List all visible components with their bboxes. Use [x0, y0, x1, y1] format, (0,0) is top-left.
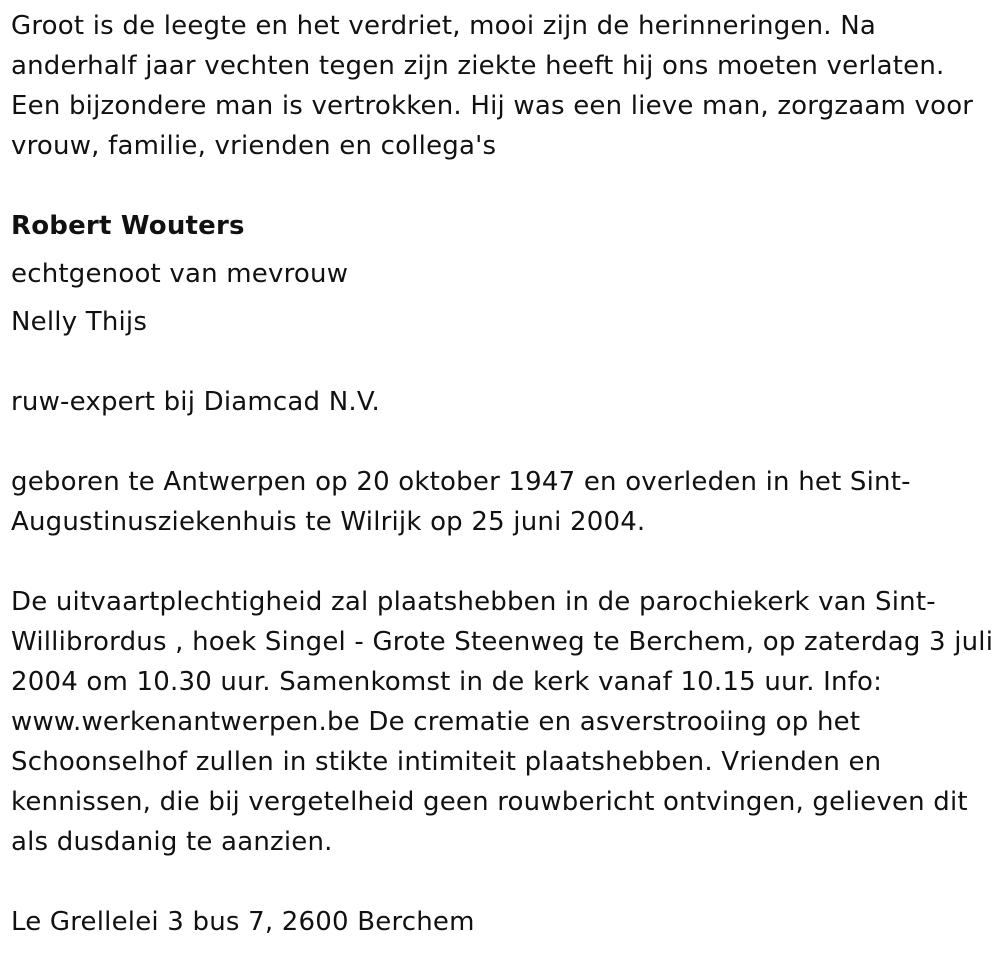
ceremony-details: De uitvaartplechtigheid zal plaatshebben in de parochiekerk van Sint-Willibrordus , hoek Singel - Grote Steenweg te Berchem, op zaterdag 3 juli 2004 om 10.30 uur. Samenkomst in de kerk vanaf 10.15 uur. Info: www.werkenantwerpen.be De crematie en asverstrooiing op het Schoonselhof zullen in stikte intimiteit plaatshebben. Vrienden en kennissen, die bij vergetelheid geen rouwbericht ontvingen, gelieven dit als dusdanig te aanzien.	[11, 587, 994, 857]
spouse-label: echtgenoot van mevrouw	[11, 259, 349, 289]
spouse-name: Nelly Thijs	[11, 307, 148, 337]
birth-death-dates: geboren te Antwerpen op 20 oktober 1947 en overleden in het Sint-Augustinusziekenhuis te Wilrijk op 25 juni 2004.	[11, 467, 911, 537]
occupation: ruw-expert bij Diamcad N.V.	[11, 387, 380, 417]
obituary-text	[11, 6, 996, 942]
intro-paragraph: Groot is de leegte en het verdriet, mooi zijn de herinneringen. Na anderhalf jaar vechten tegen zijn ziekte heeft hij ons moeten verlaten. Een bijzondere man is vertrokken. Hij was een lieve man, zorgzaam voor vrouw, familie, vrienden en collega's	[11, 11, 974, 161]
deceased-name: Robert Wouters	[11, 211, 245, 241]
address: Le Grellelei 3 bus 7, 2600 Berchem	[11, 907, 475, 937]
